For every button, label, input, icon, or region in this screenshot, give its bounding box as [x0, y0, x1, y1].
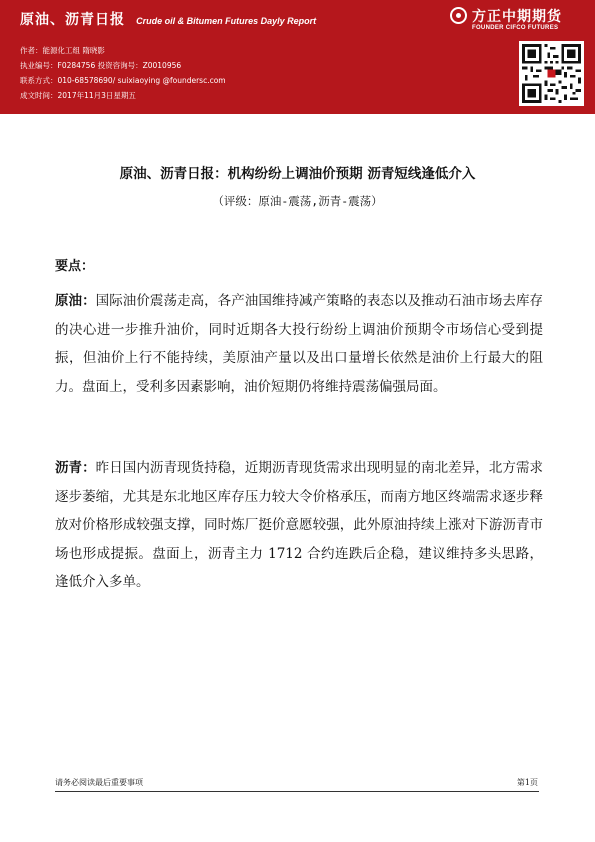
report-title-en: Crude oil & Bitumen Futures Dayly Report: [136, 16, 317, 26]
qr-code-icon: [519, 41, 584, 106]
footer-disclaimer: 请务必阅读最后重要事项: [55, 778, 143, 787]
bitumen-text: 昨日国内沥青现货持稳，近期沥青现货需求出现明显的南北差异，北方需求逐步萎缩，尤其是东北地区库存压力较大令价格承压，而南方地区终端需求逐步释放对价格形成较强支撑，同时炼厂挺价意愿较强，此外原油持续上涨对下游沥青市场也形成提振。盘面上，沥青主力 1712 合约连跌后企稳，建议维持多头思路，逢低介入多单。: [55, 460, 543, 590]
logo-text-cn: 方正中期期货: [472, 9, 562, 25]
document-title: 原油、沥青日报：机构纷纷上调油价预期 沥青短线逢低介入: [119, 166, 476, 182]
header-title-row: [20, 9, 316, 29]
page-number: 第1页: [516, 778, 538, 787]
crude-oil-paragraph: [55, 287, 543, 401]
license-line: 执业编号：F0284756 投资咨询号：Z0010956: [20, 61, 182, 70]
author-line: 作者：能源化工组 隋晓影: [20, 46, 105, 55]
crude-oil-text: 国际油价震荡走高，各产油国维持减产策略的表态以及推动石油市场去库存的决心进一步推升油价，同时近期各大投行纷纷上调油价预期令市场信心受到提振，但油价上行不能持续，美原油产量以及出口量增长依然是油价上行最大的阻力。盘面上，受利多因素影响，油价短期仍将维持震荡偏强局面。: [55, 293, 543, 395]
report-header: [0, 0, 595, 114]
logo-text-en: FOUNDER CIFCO FUTURES: [472, 25, 559, 31]
logo-mark-icon: [450, 7, 467, 24]
report-title-cn: 原油、沥青日报: [20, 12, 125, 28]
keypoints-heading: 要点：: [55, 259, 95, 274]
company-logo: [450, 6, 585, 34]
crude-oil-lead: 原油：: [55, 293, 96, 309]
date-line: 成文时间：2017年11月3日星期五: [20, 91, 136, 100]
bitumen-paragraph: [55, 454, 543, 597]
contact-line: 联系方式：010-68578690/ suixiaoying @foundersc.com: [20, 76, 226, 85]
footer-divider: [55, 791, 539, 792]
rating-line: （评级：原油-震荡,沥青-震荡）: [212, 194, 383, 208]
bitumen-lead: 沥青：: [55, 460, 96, 476]
